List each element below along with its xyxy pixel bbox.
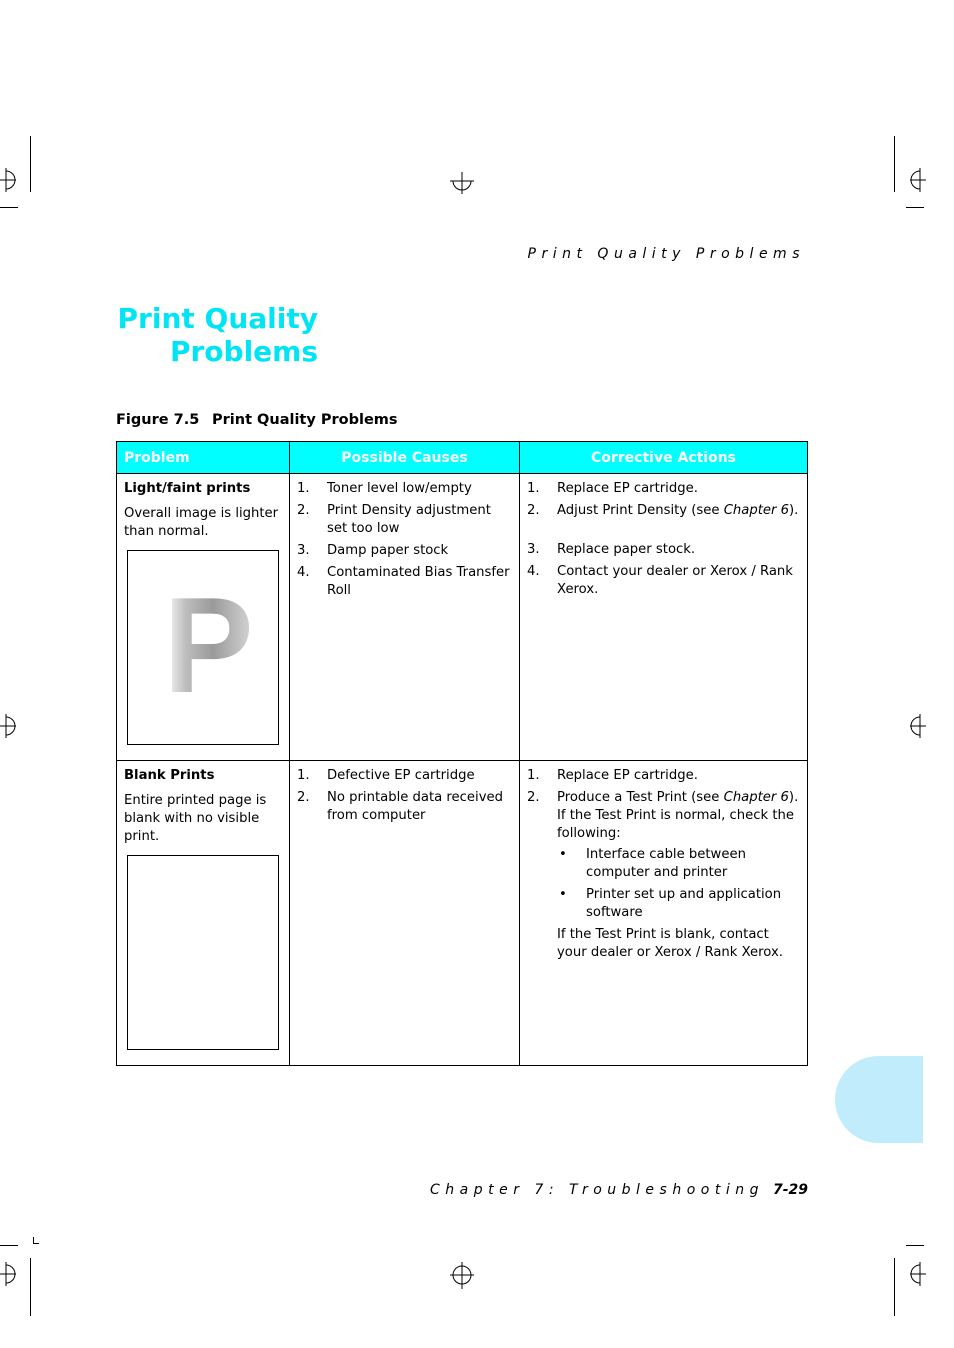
closing-note: If the Test Print is blank, contact your dealer or Xerox / Rank Xerox. (557, 927, 783, 960)
problem-description: Overall image is lighter than normal. (124, 506, 279, 539)
actions-cell (520, 761, 808, 1066)
actions-list (527, 480, 800, 599)
list-item: 1. Replace EP cartridge. (527, 481, 698, 496)
faint-letter-sample: P (163, 569, 254, 721)
running-header: Print Quality Problems (527, 246, 805, 262)
registration-half-target-icon (0, 168, 20, 192)
table-header-row (117, 442, 808, 474)
header-problem: Problem (117, 442, 290, 474)
list-item: 1. Defective EP cartridge (297, 768, 475, 783)
registration-half-target-icon (906, 1262, 926, 1286)
causes-cell (290, 761, 520, 1066)
list-item: 1. Replace EP cartridge. (527, 768, 698, 783)
page-number: 7-29 (772, 1182, 808, 1198)
figure-title: Print Quality Problems (212, 412, 398, 428)
page-title-line1: Print Quality (117, 302, 318, 335)
list-item: 2. Adjust Print Density (see Chapter 6). (527, 503, 799, 518)
causes-cell (290, 474, 520, 761)
actions-cell (520, 474, 808, 761)
problem-description: Entire printed page is blank with no visible print. (124, 793, 267, 844)
causes-list (297, 480, 512, 600)
light-print-sample (127, 550, 279, 745)
registration-half-target-icon (906, 168, 926, 192)
blank-print-sample (127, 855, 279, 1050)
list-item: 4. Contact your dealer or Xerox / Rank Xerox. (527, 564, 793, 597)
table-row (117, 761, 808, 1066)
registration-half-target-icon (906, 714, 926, 738)
figure-caption (116, 412, 398, 428)
problem-cell (117, 474, 290, 761)
page-title-line2: Problems (169, 335, 318, 368)
chapter-thumb-tab (835, 1056, 923, 1143)
list-item: 2. Print Density adjustment set too low (297, 503, 491, 536)
list-item: 3. Damp paper stock (297, 543, 449, 558)
footer-chapter: Chapter 7: Troubleshooting (430, 1182, 764, 1198)
causes-list (297, 767, 512, 825)
header-corrective-actions: Corrective Actions (520, 442, 808, 474)
bullet-item: • Printer set up and application software (559, 887, 782, 920)
print-quality-table (116, 441, 808, 1066)
figure-number: Figure 7.5 (116, 412, 200, 428)
registration-target-icon (448, 1262, 476, 1290)
list-item: 2. No printable data received from computer (297, 790, 503, 823)
table-row (117, 474, 808, 761)
list-item: 4. Contaminated Bias Transfer Roll (297, 565, 510, 598)
problem-title: Blank Prints (124, 768, 215, 783)
bullet-item: • Interface cable between computer and printer (559, 847, 746, 880)
list-item: 2. Produce a Test Print (see Chapter 6). If the Test Print is normal, check the following: • Interface cable between computer and printer • Printer set up and application software If the Test Print is blank, contact your dealer or Xerox / Rank Xerox. (527, 790, 799, 960)
registration-half-target-icon (0, 1262, 20, 1286)
registration-half-target-icon (0, 714, 20, 738)
list-item: 1. Toner level low/empty (297, 481, 472, 496)
list-item: 3. Replace paper stock. (527, 542, 696, 557)
problem-title: Light/faint prints (124, 481, 251, 496)
header-possible-causes: Possible Causes (290, 442, 520, 474)
checklist (557, 846, 800, 922)
page-title (118, 302, 318, 368)
actions-list (527, 767, 800, 962)
problem-cell (117, 761, 290, 1066)
registration-target-icon (448, 172, 476, 196)
